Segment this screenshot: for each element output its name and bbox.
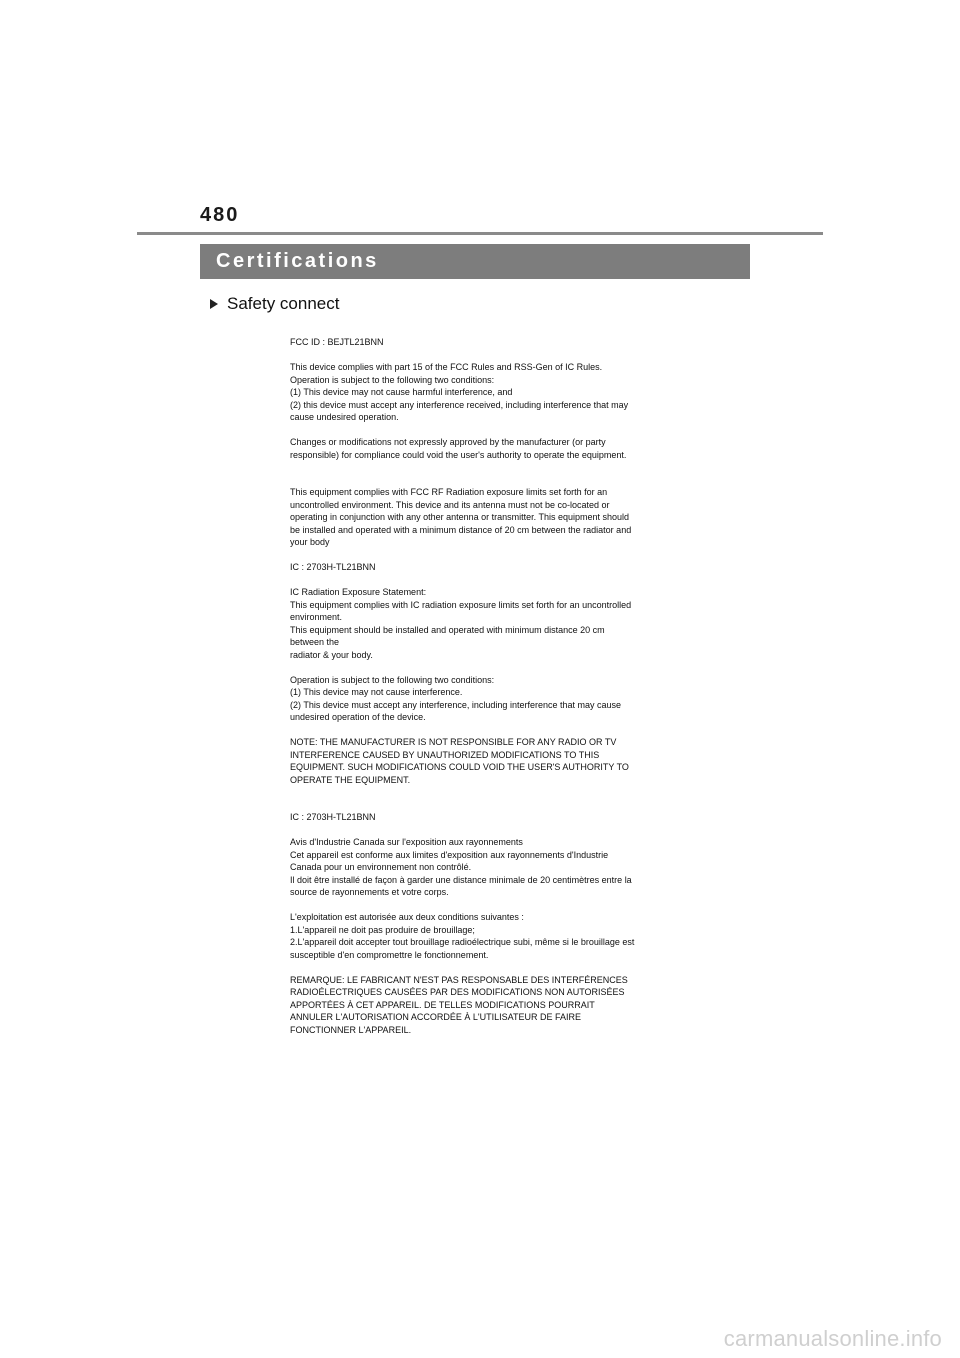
ic-conditions-paragraph: Operation is subject to the following two conditions: (1) This device may not cause interference. (2) This device must accept any interference, including interference that may cause undesired operation of the device.	[290, 674, 622, 722]
subheading-label: Safety connect	[227, 294, 340, 313]
certification-text-block	[290, 336, 690, 1036]
ic-note-paragraph: NOTE: THE MANUFACTURER IS NOT RESPONSIBLE FOR ANY RADIO OR TV INTERFERENCE CAUSED BY UNAUTHORIZED MODIFICATIONS TO THIS EQUIPMENT. SUCH MODIFICATIONS COULD VOID THE USER'S AUTHORITY TO OPERATE THE EQUIPMENT.	[290, 737, 629, 785]
fcc-rf-exposure-paragraph: This equipment complies with FCC RF Radiation exposure limits set forth for an uncontrolled environment. This device and its antenna must not be co-located or operating in conjunction with any other antenna or transmitter. This equipment should be installed and operated with a minimum distance of 20 cm between the radiator and your body	[290, 487, 632, 547]
ic-radiation-paragraph: IC Radiation Exposure Statement: This equipment complies with IC radiation exposure limits set forth for an uncontrolled environment. This equipment should be installed and operated with minimum distance 20 cm between the radiator & your body.	[290, 587, 632, 660]
ic-id-2: IC : 2703H-TL21BNN	[290, 812, 376, 822]
header-rule	[137, 232, 823, 235]
ic-id-1: IC : 2703H-TL21BNN	[290, 562, 376, 572]
section-header-bar	[200, 244, 750, 279]
fcc-changes-paragraph: Changes or modifications not expressly approved by the manufacturer (or party responsible) for compliance could void the user's authority to operate the equipment.	[290, 437, 627, 460]
fcc-id: FCC ID : BEJTL21BNN	[290, 337, 384, 347]
fcc-compliance-paragraph: This device complies with part 15 of the FCC Rules and RSS-Gen of IC Rules. Operation is subject to the following two conditions: (1) This device may not cause harmful interference, and (2) this device must accept any interference received, including interference that may cause undesired operation.	[290, 362, 629, 422]
section-title: Certifications	[216, 250, 379, 272]
french-remarque-paragraph: REMARQUE: LE FABRICANT N'EST PAS RESPONSABLE DES INTERFÉRENCES RADIOÉLECTRIQUES CAUSÉES PAR DES MODIFICATIONS NON AUTORISÉES APPORTÉES À CET APPAREIL. DE TELLES MODIFICATIONS POURRAIT ANNULER L'AUTORISATION ACCORDÉE À L'UTILISATEUR DE FAIRE FONCTIONNER L'APPAREIL.	[290, 974, 628, 1035]
subheading	[210, 294, 339, 314]
french-avis-paragraph: Avis d'Industrie Canada sur l'exposition aux rayonnements Cet appareil est conforme aux limites d'exposition aux rayonnements d'Industrie Canada pour un environnement non contrôlé. Il doit être installé de façon à garder une distance minimale de 20 centimètres entre la source de rayonnements et votre corps.	[290, 837, 632, 897]
triangle-bullet-icon	[210, 299, 218, 309]
french-conditions-paragraph: L'exploitation est autorisée aux deux conditions suivantes : 1.L'appareil ne doit pas produire de brouillage; 2.L'appareil doit accepter tout brouillage radioélectrique subi, même si le brouillage est susceptible d'en compromettre le fonctionnement.	[290, 912, 635, 960]
watermark: carmanualsonline.info	[723, 1326, 942, 1351]
page-number: 480	[200, 204, 240, 226]
